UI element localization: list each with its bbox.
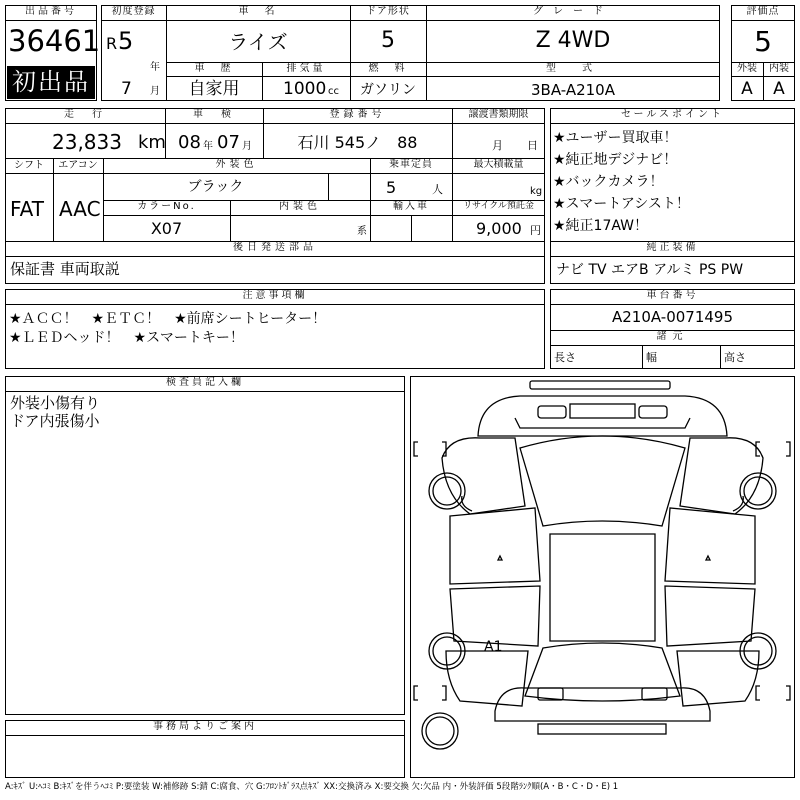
mileage-unit: km xyxy=(138,132,166,153)
doors-label: ドア形状 xyxy=(366,6,410,17)
model-code-value: 3BA-A210A xyxy=(530,81,615,99)
exterior-grade-label: 外装 xyxy=(737,63,757,74)
max-load-unit: kg xyxy=(530,186,543,197)
displacement-label: 排気量 xyxy=(286,63,326,74)
car-diagram xyxy=(410,376,795,778)
dims-height: 高さ xyxy=(724,351,746,364)
inspection-month: 07 xyxy=(217,132,240,153)
notes-label: 注意事項欄 xyxy=(242,290,308,301)
sales-point-3: ★バックカメラ！ xyxy=(553,174,664,190)
score-value: 5 xyxy=(754,25,772,58)
interior-grade-label: 内装 xyxy=(769,63,789,74)
later-items-value: 保証書 車両取説 xyxy=(10,260,120,278)
capacity-unit: 人 xyxy=(432,183,443,196)
transfer-day-unit: 日 xyxy=(527,139,538,152)
notes-box xyxy=(5,289,545,369)
notes-line-2: ★ＬＥＤヘッド！ ★スマートキー！ xyxy=(9,330,244,346)
import-label: 輸入車 xyxy=(393,201,429,212)
capacity-label: 乗車定員 xyxy=(389,159,433,170)
color-no-label: カラーNo. xyxy=(137,201,196,212)
grade-label: グレード xyxy=(533,6,613,17)
mileage-value: 23,833 xyxy=(52,130,122,154)
inspection-month-unit: 月 xyxy=(242,141,252,152)
int-color-label: 内装色 xyxy=(279,201,321,212)
interior-grade: A xyxy=(773,79,785,99)
first-listing-badge: 初出品 xyxy=(7,66,95,99)
doors-value: 5 xyxy=(381,28,395,53)
recycle-label: リサイクル預託金 xyxy=(463,201,534,211)
fuel-label: 燃 料 xyxy=(368,63,408,74)
sales-point-5: ★純正17AW！ xyxy=(553,218,649,234)
damage-mark-a1: A1 xyxy=(484,639,503,655)
history-value: 自家用 xyxy=(188,79,240,99)
later-items-label: 後日発送部品 xyxy=(233,242,317,253)
car-name-label: 車 名 xyxy=(238,6,278,17)
displacement-value: 1000 xyxy=(283,79,327,99)
inspection-label: 車 検 xyxy=(193,109,235,120)
recycle-value: 9,000 xyxy=(476,219,522,238)
sales-points-label: セールスポイント xyxy=(620,109,725,120)
inspector-label: 検査員記入欄 xyxy=(166,377,244,388)
first-reg-era: R xyxy=(106,34,118,53)
plate-value: 石川 545ノ 88 xyxy=(297,133,418,152)
max-load-label: 最大積載量 xyxy=(473,159,524,170)
score-label: 評価点 xyxy=(746,6,780,17)
history-label: 車 歴 xyxy=(194,63,234,74)
recycle-unit: 円 xyxy=(530,224,541,237)
first-reg-label: 初度登録 xyxy=(111,6,156,17)
sales-point-4: ★スマートアシスト！ xyxy=(553,196,690,212)
inspection-year: 08 xyxy=(178,132,201,153)
chassis-label: 車台番号 xyxy=(646,290,699,301)
exterior-grade: A xyxy=(741,79,753,99)
sales-point-2: ★純正地デジナビ！ xyxy=(553,152,678,168)
dims-label: 諸元 xyxy=(656,331,689,342)
genuine-value: ナビ TV エアB アルミ PS PW xyxy=(556,262,744,278)
shift-value: FAT xyxy=(10,197,45,221)
fuel-value: ガソリン xyxy=(360,82,416,98)
first-reg-month: 7 xyxy=(121,79,132,99)
office-label: 事務局よりご案内 xyxy=(153,721,257,732)
legend: A:ｷｽﾞ U:ﾍｺﾐ B:ｷｽﾞを伴うﾍｺﾐ P:要塗装 W:補修跡 S:錆 C:腐食、穴 G:ﾌﾛﾝﾄｶﾞﾗｽ点ｷｽﾞ XX:交換済み X:要交換 欠:欠品 内・外装評価 5段階ﾗﾝｸ順(A・B・C・D・E) 1 xyxy=(5,782,619,792)
sales-point-1: ★ユーザー買取車！ xyxy=(553,130,678,146)
notes-line-1: ★ＡＣＣ！ ★ＥＴＣ！ ★前席シートヒーター！ xyxy=(9,311,327,327)
int-color-suffix: 系 xyxy=(357,226,367,237)
model-code-label: 型 式 xyxy=(546,63,600,74)
lot-label: 出品番号 xyxy=(25,6,77,17)
color-no-value: X07 xyxy=(150,219,183,238)
chassis-value: A210A-0071495 xyxy=(611,308,734,326)
displacement-unit: cc xyxy=(328,86,339,97)
inspector-line-2: ドア内張傷小 xyxy=(10,412,100,430)
aircon-label: エアコン xyxy=(58,160,98,171)
dims-width: 幅 xyxy=(646,351,657,364)
car-name: ライズ xyxy=(228,30,288,54)
first-reg-year: 5 xyxy=(118,27,134,55)
capacity-value: 5 xyxy=(386,178,397,197)
mileage-label: 走 行 xyxy=(64,109,106,120)
ext-color-value: ブラック xyxy=(187,179,244,195)
grade-value: Z 4WD xyxy=(535,28,611,53)
inspector-line-1: 外装小傷有り xyxy=(10,394,101,412)
plate-label: 登録番号 xyxy=(329,109,386,120)
dims-length: 長さ xyxy=(554,351,576,364)
transfer-docs-label: 譲渡書類期限 xyxy=(468,109,529,120)
first-reg-year-unit: 年 xyxy=(150,62,160,73)
chassis-box xyxy=(550,289,795,369)
lot-number: 36461 xyxy=(8,24,101,58)
transfer-month-unit: 月 xyxy=(492,139,503,152)
inspection-year-unit: 年 xyxy=(203,141,213,152)
first-reg-month-unit: 月 xyxy=(150,86,160,97)
genuine-label: 純正装備 xyxy=(646,242,699,253)
shift-label: シフト xyxy=(14,160,44,171)
aircon-value: AAC xyxy=(59,197,101,221)
ext-color-label: 外装色 xyxy=(215,159,258,170)
